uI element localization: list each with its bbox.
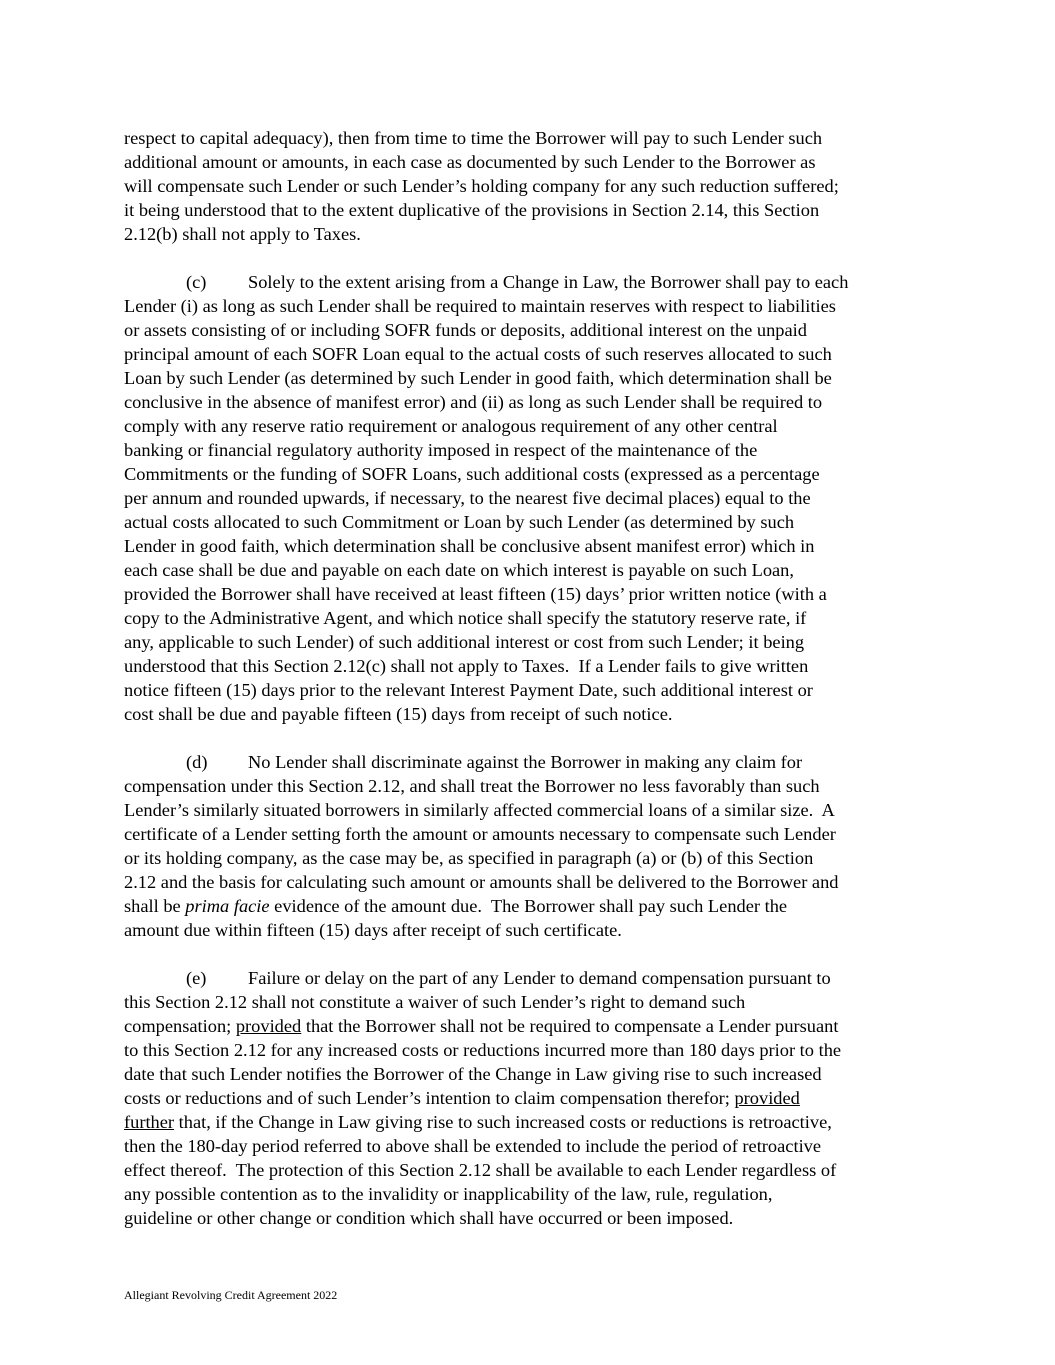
- text-line: banking or financial regulatory authority imposed in respect of the maintenance of the: [124, 440, 758, 460]
- text-line: (d) No Lender shall discriminate against the Borrower in making any claim for: [186, 752, 803, 772]
- text-line: it being understood that to the extent duplicative of the provisions in Section 2.14, this Section: [124, 200, 820, 220]
- text-line: Lender’s similarly situated borrowers in similarly affected commercial loans of a similar size. A: [124, 800, 835, 820]
- text-line: Loan by such Lender (as determined by such Lender in good faith, which determination shall be: [124, 368, 832, 388]
- text-line: or its holding company, as the case may be, as specified in paragraph (a) or (b) of this Section: [124, 848, 814, 868]
- text-line: 2.12(b) shall not apply to Taxes.: [124, 224, 361, 244]
- text-line: this Section 2.12 shall not constitute a waiver of such Lender’s right to demand such: [124, 992, 746, 1012]
- text-line: cost shall be due and payable fifteen (15) days from receipt of such notice.: [124, 704, 673, 724]
- text-line: provided the Borrower shall have received at least fifteen (15) days’ prior written notice (with a: [124, 584, 827, 604]
- text-line: or assets consisting of or including SOFR funds or deposits, additional interest on the unpaid: [124, 320, 807, 340]
- text-line: copy to the Administrative Agent, and which notice shall specify the statutory reserve rate, if: [124, 608, 807, 628]
- text-line: compensation under this Section 2.12, and shall treat the Borrower no less favorably than such: [124, 776, 820, 796]
- text-line: respect to capital adequacy), then from time to time the Borrower will pay to such Lender such: [124, 128, 823, 148]
- paragraph-c: [124, 270, 934, 726]
- text-line: shall be prima facie evidence of the amount due. The Borrower shall pay such Lender the: [124, 896, 788, 916]
- text-line: comply with any reserve ratio requirement or analogous requirement of any other central: [124, 416, 778, 436]
- text-line: any, applicable to such Lender) of such additional interest or cost from such Lender; it being: [124, 632, 805, 652]
- italic-term: prima facie: [185, 896, 270, 916]
- text-line: (c) Solely to the extent arising from a Change in Law, the Borrower shall pay to each: [186, 272, 849, 292]
- text-line: to this Section 2.12 for any increased costs or reductions incurred more than 180 days prior to the: [124, 1040, 842, 1060]
- text-line: additional amount or amounts, in each case as documented by such Lender to the Borrower as: [124, 152, 816, 172]
- text-line: costs or reductions and of such Lender’s intention to claim compensation therefor; provided: [124, 1088, 800, 1108]
- text-line: each case shall be due and payable on each date on which interest is payable on such Loan,: [124, 560, 794, 580]
- text-line: compensation; provided that the Borrower shall not be required to compensate a Lender pursuant: [124, 1016, 839, 1036]
- text-line: understood that this Section 2.12(c) shall not apply to Taxes. If a Lender fails to give written: [124, 656, 809, 676]
- page-footer: Allegiant Revolving Credit Agreement 2022: [124, 1288, 338, 1302]
- text-line: Lender in good faith, which determination shall be conclusive absent manifest error) which in: [124, 536, 815, 556]
- paragraph-label: (e): [186, 968, 207, 988]
- text-line: guideline or other change or condition which shall have occurred or been imposed.: [124, 1208, 734, 1228]
- text-line: actual costs allocated to such Commitment or Loan by such Lender (as determined by such: [124, 512, 795, 532]
- document-page: [124, 126, 934, 1230]
- underlined-term: provided: [734, 1088, 800, 1108]
- text-line: certificate of a Lender setting forth the amount or amounts necessary to compensate such Lender: [124, 824, 836, 844]
- text-line: effect thereof. The protection of this Section 2.12 shall be available to each Lender regardless of: [124, 1160, 837, 1180]
- paragraph-d: [124, 750, 934, 942]
- underlined-term: provided: [235, 1016, 302, 1036]
- underlined-term: further: [124, 1112, 175, 1132]
- text-line: any possible contention as to the invalidity or inapplicability of the law, rule, regulation,: [124, 1184, 773, 1204]
- text-line: principal amount of each SOFR Loan equal to the actual costs of such reserves allocated to such: [124, 344, 832, 364]
- text-line: amount due within fifteen (15) days after receipt of such certificate.: [124, 920, 622, 940]
- text-line: per annum and rounded upwards, if necessary, to the nearest five decimal places) equal to the: [124, 488, 811, 508]
- text-line: notice fifteen (15) days prior to the relevant Interest Payment Date, such additional interest or: [124, 680, 813, 700]
- paragraph-label: (c): [186, 272, 207, 292]
- text-line: Commitments or the funding of SOFR Loans, such additional costs (expressed as a percentage: [124, 464, 820, 484]
- text-line: conclusive in the absence of manifest error) and (ii) as long as such Lender shall be required to: [124, 392, 823, 412]
- text-line: (e) Failure or delay on the part of any Lender to demand compensation pursuant to: [186, 968, 831, 988]
- paragraph-label: (d): [186, 752, 208, 772]
- text-line: then the 180-day period referred to above shall be extended to include the period of retroactive: [124, 1136, 822, 1156]
- text-line: 2.12 and the basis for calculating such amount or amounts shall be delivered to the Borrower and: [124, 872, 839, 892]
- text-line: date that such Lender notifies the Borrower of the Change in Law giving rise to such increased: [124, 1064, 822, 1084]
- text-line: will compensate such Lender or such Lender’s holding company for any such reduction suffered;: [124, 176, 839, 196]
- text-line: Lender (i) as long as such Lender shall be required to maintain reserves with respect to liabilities: [124, 296, 836, 316]
- text-line: further that, if the Change in Law giving rise to such increased costs or reductions is retroactive,: [124, 1112, 832, 1132]
- paragraph-b-continued: [124, 126, 934, 246]
- paragraph-e: [124, 966, 934, 1230]
